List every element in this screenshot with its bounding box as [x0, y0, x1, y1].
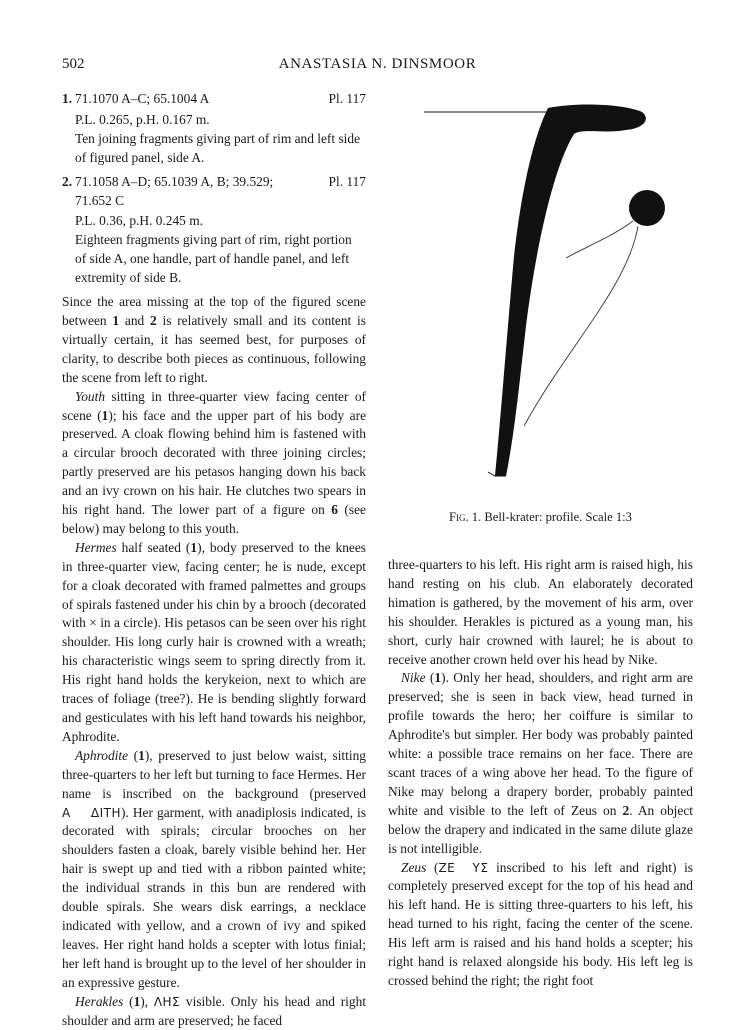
inventory-numbers-continued: 71.652 C	[75, 192, 125, 208]
profile-drawing-svg	[388, 96, 693, 526]
right-column	[388, 556, 693, 991]
foot-contour-line	[524, 226, 638, 426]
figure-name: Nike	[401, 670, 426, 686]
zeus-paragraph: Zeus (ZE YΣ inscribed to his left and right) is completely preserved except for the top of his head and his left hand. He is sitting three-quarters to his left, his head turned to his right, facing the center of the scene. His left arm is raised and his hand holds a scepter; his right hand is relaxed alongside his body. His left leg is crossed behind the right; the right foot	[388, 859, 694, 988]
catalogue-entry-2	[62, 173, 366, 288]
figure-caption: Fig. 1. Bell-krater: profile. Scale 1:3	[449, 510, 632, 524]
nike-paragraph: Nike (1). Only her head, shoulders, and right arm are preserved; she is seen in back view, head turned in profile towards the hero; her coiffure is similar to Aphrodite's but simpler. Her body was probably painted white: a possible trace remains on her face. There are scant traces of a wing above her head. To the figure of Nike may belong a drapery border, probably painted white and visible to the left of Zeus on 2. An object below the drapery and indicated in the same dilute glaze is not intelligible.	[388, 670, 693, 856]
handle-section	[629, 190, 665, 226]
fragment-description: Ten joining fragments giving part of rim and left side of figured panel, side A.	[75, 130, 361, 165]
herakles-paragraph: Herakles (1), ΛΗΣ visible. Only his head and right shoulder and arm are preserved; he faced	[62, 993, 367, 1028]
figure-label: Fig. 1.	[449, 510, 482, 524]
figure-name: Zeus	[401, 859, 427, 875]
inventory-numbers: 71.1070 A–C; 65.1004 A	[75, 91, 210, 106]
plate-reference: Pl. 117	[328, 173, 366, 189]
hermes-paragraph: Hermes half seated (1), body preserved to the knees in three-quarter view, facing center; he is nude, except for a cloak decorated with framed palmettes and groups of spirals fastened under his chin by a brooch (decorated with × in a circle). His petasos can be seen over his right shoulder. His long curly hair is crowned with a wreath; his characteristic wings seem to spring directly from it. His right hand holds the kerykeion, next to which are traces of foliage (tree?). He is bending slightly forward and gesticulates with his left hand towards his neighbor, Aphrodite.	[62, 539, 367, 744]
greek-inscription: ZE YΣ	[438, 860, 489, 875]
krater-profile-drawing	[388, 96, 693, 526]
krater-wall-profile	[495, 105, 646, 476]
plate-reference: Pl. 117	[328, 91, 366, 106]
figure-name: Youth	[75, 388, 106, 404]
catalogue-number: 2.	[62, 173, 73, 189]
herakles-continued-paragraph: three-quarters to his left. His right arm is raised high, his hand resting on his club. An elaborately decorated himation is gathered, by the movement of his arm, over his shoulder. Herakles is pictured as a young man, his short, curly hair crowned with laurel; he is about to receive another crown held over his head by Nike.	[388, 557, 693, 667]
intro-paragraph: Since the area missing at the top of the figured scene between 1 and 2 is relatively small and its content is virtually certain, it has seemed best, for purposes of clarity, to describe both pieces as continuous, following the scene from left to right.	[62, 294, 366, 385]
catalogue-entry-1	[62, 90, 366, 168]
fragment-description: Eighteen fragments giving part of rim, right portion of side A, one handle, part of handle panel, and left extremity of side B.	[75, 232, 352, 286]
aphrodite-paragraph: Aphrodite (1), preserved to just below waist, sitting three-quarters to her left but turning to face Hermes. Her name is inscribed on the background (preserved A ΔITH). Her garment, with anadiplosis indicated, is decorated with spirals; circular brooches on her shoulders fasten a cloak, barely visible behind her. Her hair is swept up and tied with a ribbon painted white; the individual strands in this bun are rendered with double spirals. She wears disk earrings, a necklace indicated with yellow, and a crown of ivy and spiked leaves. Her right hand holds a scepter with lotus finial; her left hand is brought up to the level of her shoulder in an expressive gesture.	[62, 747, 366, 990]
running-head: ANASTASIA N. DINSMOOR	[278, 56, 477, 72]
youth-paragraph: Youth sitting in three-quarter view facing center of scene (1); his face and the upper part of his body are preserved. A cloak flowing behind him is fastened with a circular brooch decorated with three joining circles; partly preserved are his petasos hanging down his back and an ivy crown on his hair. He clutches two spears in his right hand. The lower part of a figure on 6 (see below) may belong to this youth.	[62, 388, 367, 536]
dimensions: P.L. 0.265, p.H. 0.167 m.	[75, 111, 210, 127]
catalogue-number: 1.	[62, 91, 73, 106]
greek-inscription: ΛΗΣ	[153, 994, 181, 1009]
figure-name: Aphrodite	[75, 747, 129, 763]
handle-attachment-line	[566, 221, 633, 258]
figure-name: Hermes	[75, 539, 117, 555]
left-column	[62, 90, 366, 1030]
figure-name: Herakles	[75, 993, 124, 1009]
dimensions: P.L. 0.36, p.H. 0.245 m.	[75, 213, 203, 229]
greek-inscription: A ΔITH	[62, 805, 121, 820]
page-number: 502	[62, 56, 85, 72]
inventory-numbers: 71.1058 A–D; 65.1039 A, B; 39.529;	[75, 173, 274, 189]
